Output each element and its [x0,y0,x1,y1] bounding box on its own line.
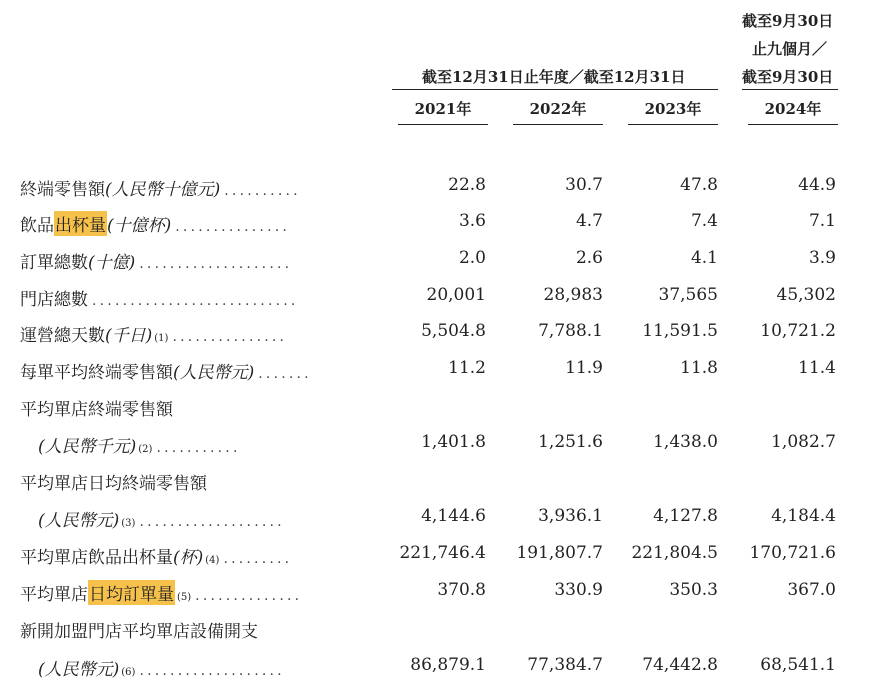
row-unit: (十億杯) [107,216,172,236]
row-leader-dots: ............... [175,219,291,235]
table-row [0,321,870,351]
value-2024: 45,302 [776,285,836,305]
value-2022: 30.7 [565,175,603,195]
row-label [38,432,241,457]
value-2024: 68,541.1 [760,655,836,675]
value-2024: 7.1 [808,211,836,231]
row-label-text: 飲品 [20,216,54,236]
value-2022: 191,807.7 [516,543,603,563]
row-unit: (杯) [173,548,204,568]
value-2024: 4,184.4 [771,506,836,526]
row-leader-dots: ........................... [92,293,299,309]
table-row [0,432,870,462]
row-label [20,321,287,346]
row-leader-dots: .............. [195,588,303,604]
row-footnote: (5) [177,592,192,603]
value-2023: 1,438.0 [653,432,718,452]
year-2021: 2021年 [414,100,472,118]
value-2022: 28,983 [543,285,603,305]
table-row [0,655,870,685]
row-unit: (人民幣元) [38,511,120,531]
row-leader-dots: ....... [258,366,312,382]
row-label [20,175,301,200]
row-label [20,285,299,310]
value-2024: 3.9 [808,248,836,268]
value-2023: 37,565 [658,285,718,305]
value-2021: 2.0 [458,248,486,268]
value-2023: 4,127.8 [653,506,718,526]
value-2024: 11.4 [798,358,836,378]
row-label-highlight: 出杯量 [54,211,107,236]
value-2021: 1,401.8 [421,432,486,452]
value-2021: 5,504.8 [421,321,486,341]
row-leader-dots: ................... [139,663,285,679]
value-2024: 44.9 [798,175,836,195]
row-leader-dots: ............... [172,329,288,345]
row-label [20,395,173,420]
year-2022: 2022年 [529,100,587,118]
header-period-right-2: 止九個月／ [752,40,828,58]
value-2024: 367.0 [787,580,836,600]
row-footnote: (6) [121,667,136,678]
header-rule-main [392,89,718,90]
value-2021: 20,001 [426,285,486,305]
row-label [20,543,292,568]
header-period-right-3: 截至9月30日 [742,68,834,86]
row-label-text: 訂單總數 [20,253,88,273]
value-2021: 370.8 [437,580,486,600]
row-leader-dots: ........... [156,440,241,456]
table-row [0,358,870,388]
value-2021: 22.8 [448,175,486,195]
value-2022: 330.9 [554,580,603,600]
row-label-text: 新開加盟門店平均單店設備開支 [20,622,258,642]
value-2023: 4.1 [690,248,718,268]
row-label [20,617,258,642]
value-2023: 74,442.8 [642,655,718,675]
value-2022: 7,788.1 [538,321,603,341]
value-2021: 11.2 [448,358,486,378]
year-rule-2024 [748,124,838,125]
row-unit: (人民幣元) [38,660,120,680]
year-2024: 2024年 [764,100,822,118]
row-label-text: 平均單店飲品出杯量 [20,548,173,568]
value-2021: 4,144.6 [421,506,486,526]
row-leader-dots: .................... [139,256,293,272]
year-rule-2022 [513,124,603,125]
row-leader-dots: .......... [224,183,301,199]
row-footnote: (3) [121,518,136,529]
table-row [0,211,870,241]
value-2022: 4.7 [575,211,603,231]
table-row [0,543,870,573]
year-2023: 2023年 [644,100,702,118]
year-rule-2023 [628,124,718,125]
table-row [0,395,870,425]
row-label-text: 每單平均終端零售額 [20,363,173,383]
value-2021: 221,746.4 [399,543,486,563]
year-rule-2021 [398,124,488,125]
value-2024: 10,721.2 [760,321,836,341]
row-unit: (人民幣十億元) [105,180,221,200]
row-label [38,506,285,531]
value-2021: 86,879.1 [410,655,486,675]
row-label-highlight: 日均訂單量 [88,580,175,605]
row-label [20,469,207,494]
row-label-text: 終端零售額 [20,180,105,200]
table-row [0,469,870,499]
row-label [20,358,312,383]
row-unit: (千日) [105,326,153,346]
table-row [0,248,870,278]
table-row [0,175,870,205]
value-2023: 47.8 [680,175,718,195]
header-period-right-1: 截至9月30日 [742,12,834,30]
value-2022: 1,251.6 [538,432,603,452]
value-2021: 3.6 [458,211,486,231]
row-label-text: 運營總天數 [20,326,105,346]
value-2023: 221,804.5 [631,543,718,563]
row-leader-dots: ......... [223,551,293,567]
table-row [0,285,870,315]
row-label-text: 平均單店終端零售額 [20,400,173,420]
row-unit: (十億) [88,253,136,273]
value-2024: 1,082.7 [771,432,836,452]
row-leader-dots: ................... [139,514,285,530]
row-footnote: (1) [154,333,169,344]
row-label-text: 門店總數 [20,290,88,310]
value-2023: 7.4 [690,211,718,231]
row-label [20,211,290,236]
table-row [0,617,870,647]
value-2022: 3,936.1 [538,506,603,526]
table-row [0,506,870,536]
header-rule-right [742,89,838,90]
row-label [20,580,302,605]
row-label [20,248,292,273]
value-2023: 350.3 [669,580,718,600]
row-footnote: (2) [138,444,153,455]
value-2022: 2.6 [575,248,603,268]
value-2024: 170,721.6 [749,543,836,563]
row-label [38,655,285,680]
row-unit: (人民幣元) [173,363,255,383]
row-label-text: 平均單店 [20,585,88,605]
row-footnote: (4) [205,555,220,566]
row-label-text: 平均單店日均終端零售額 [20,474,207,494]
value-2023: 11,591.5 [642,321,718,341]
value-2023: 11.8 [680,358,718,378]
table-row [0,580,870,610]
row-unit: (人民幣千元) [38,437,137,457]
value-2022: 77,384.7 [527,655,603,675]
value-2022: 11.9 [565,358,603,378]
header-period-main: 截至12月31日止年度／截至12月31日 [422,68,686,86]
